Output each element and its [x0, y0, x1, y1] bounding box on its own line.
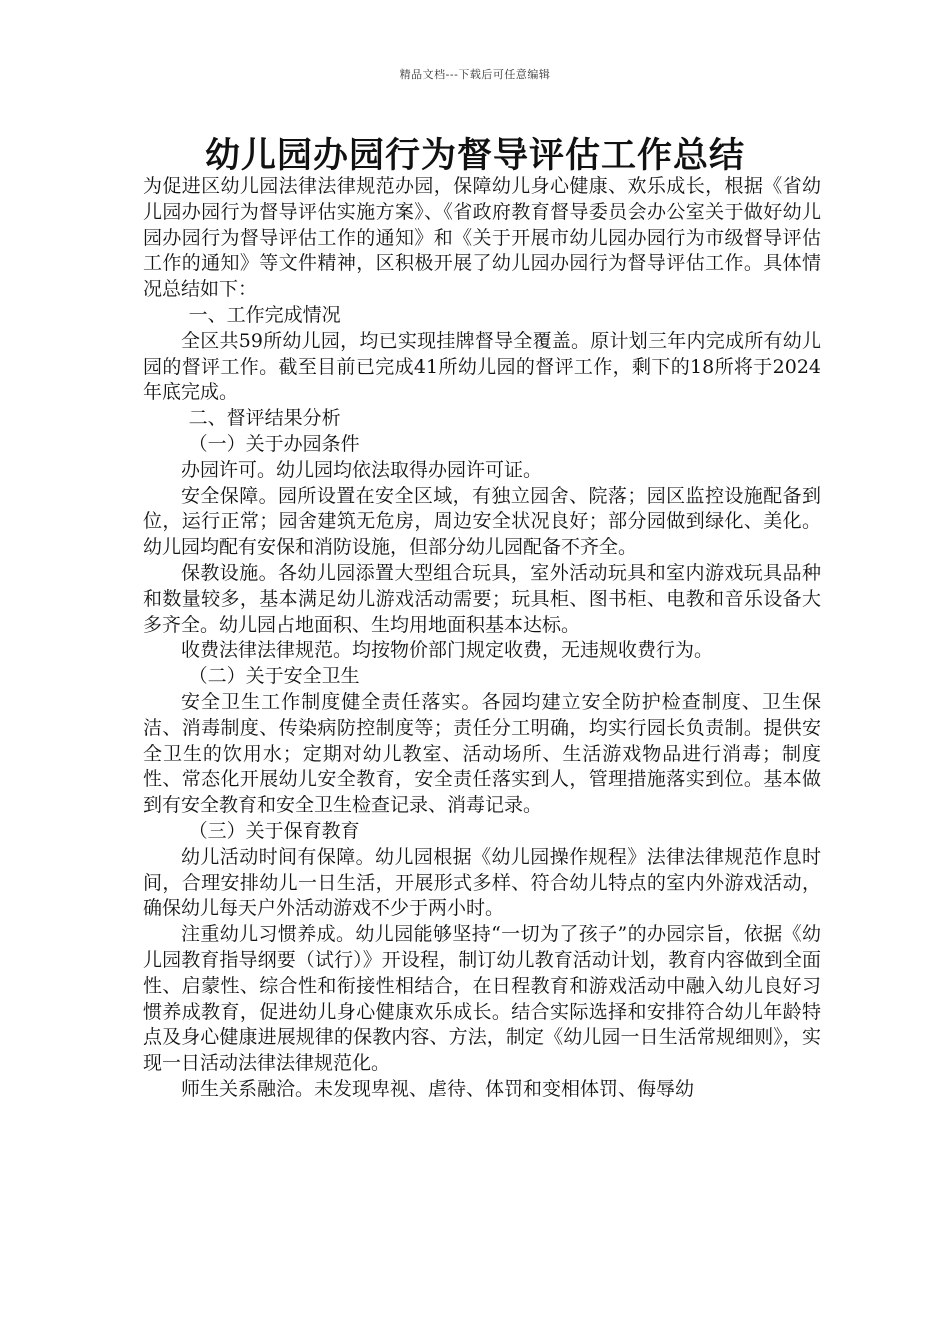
paragraph: 幼儿活动时间有保障。幼儿园根据《幼儿园操作规程》法律法律规范作息时间，合理安排幼儿一日生活，开展形式多样、符合幼儿特点的室内外游戏活动，确保幼儿每天户外活动游戏不少于两小时。 [143, 845, 821, 920]
paragraph: 安全卫生工作制度健全责任落实。各园均建立安全防护检查制度、卫生保洁、消毒制度、传染病防控制度等；责任分工明确，均实行园长负责制。提供安全卫生的饮用水；定期对幼儿教室、活动场所、生活游戏物品进行消毒；制度性、常态化开展幼儿安全教育，安全责任落实到人，管理措施落实到位。基本做到有安全教育和安全卫生检查记录、消毒记录。 [143, 690, 821, 817]
section-heading-1: 一、工作完成情况 [188, 303, 341, 326]
paragraph-intro: 为促进区幼儿园法律法律规范办园，保障幼儿身心健康、欢乐成长，根据《省幼儿园办园行为督导评估实施方案》、《省政府教育督导委员会办公室关于做好幼儿园办园行为督导评估工作的通知》和《关于开展市幼儿园办园行为市级督导评估工作的通知》等文件精神，区积极开展了幼儿园办园行为督导评估工作。具体情况总结如下： [143, 175, 821, 301]
paragraph: 收费法律法律规范。均按物价部门规定收费，无违规收费行为。 [181, 639, 714, 662]
document-body [143, 174, 821, 1103]
paragraph: 注重幼儿习惯养成。幼儿园能够坚持“一切为了孩子”的办园宗旨，依据《幼儿园教育指导纲要（试行）》开设程，制订幼儿教育活动计划，教育内容做到全面性、启蒙性、综合性和衔接性相结合，在日程教育和游戏活动中融入幼儿良好习惯养成教育，促进幼儿身心健康欢乐成长。结合实际选择和安排符合幼儿年龄特点及身心健康进展规律的保教内容、方法，制定《幼儿园一日生活常规细则》，实现一日活动法律法律规范化。 [143, 923, 821, 1075]
subsection-heading-1: （一）关于办园条件 [188, 432, 360, 455]
header-note: 精品文档---下载后可任意编辑 [399, 68, 551, 81]
section-heading-2: 二、督评结果分析 [188, 407, 341, 430]
paragraph: 办园许可。幼儿园均依法取得办园许可证。 [181, 458, 543, 481]
paragraph: 保教设施。各幼儿园添置大型组合玩具，室外活动玩具和室内游戏玩具品种和数量较多，基本满足幼儿游戏活动需要；玩具柜、图书柜、电教和音乐设备大多齐全。幼儿园占地面积、生均用地面积基本达标。 [143, 561, 821, 636]
paragraph: 全区共59所幼儿园，均已实现挂牌督导全覆盖。原计划三年内完成所有幼儿园的督评工作。截至目前已完成41所幼儿园的督评工作，剩下的18所将于2024年底完成。 [143, 329, 821, 404]
subsection-heading-2: （二）关于安全卫生 [188, 665, 360, 688]
paragraph: 师生关系融洽。未发现卑视、虐待、体罚和变相体罚、侮辱幼 [181, 1077, 695, 1100]
document-title: 幼儿园办园行为督导评估工作总结 [204, 136, 745, 176]
paragraph: 安全保障。园所设置在安全区域，有独立园舍、院落；园区监控设施配备到位，运行正常；园舍建筑无危房，周边安全状况良好；部分园做到绿化、美化。幼儿园均配有安保和消防设施，但部分幼儿园配备不齐全。 [143, 484, 821, 559]
subsection-heading-3: （三）关于保育教育 [188, 819, 360, 842]
